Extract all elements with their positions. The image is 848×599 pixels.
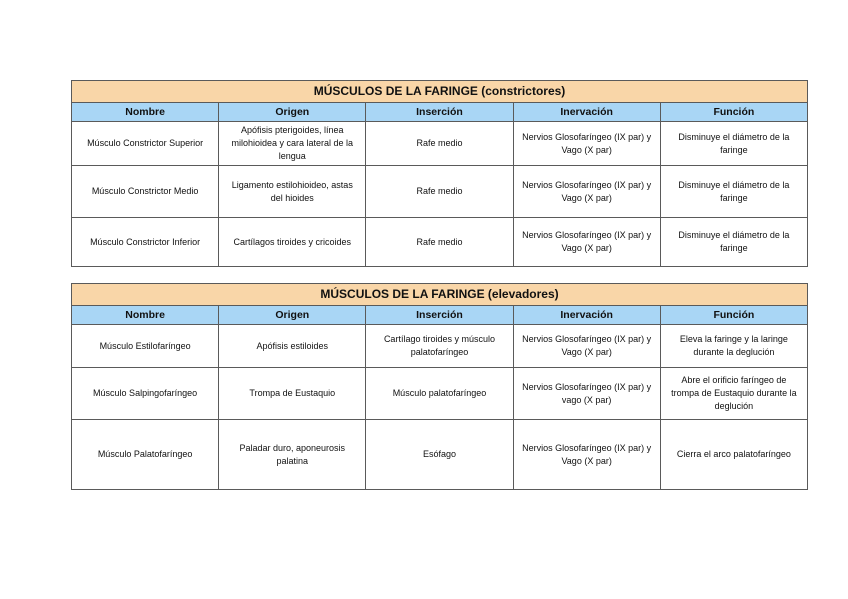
cell-insercion: Rafe medio bbox=[366, 166, 513, 218]
cell-insercion: Músculo palatofaríngeo bbox=[366, 368, 513, 420]
header-funcion: Función bbox=[660, 103, 807, 122]
cell-nombre: Músculo Constrictor Superior bbox=[72, 122, 219, 166]
cell-origen: Ligamento estilohioideo, astas del hioides bbox=[219, 166, 366, 218]
table-title-row bbox=[72, 284, 808, 306]
table-row bbox=[72, 368, 808, 420]
header-row bbox=[72, 306, 808, 325]
table-title: MÚSCULOS DE LA FARINGE (elevadores) bbox=[72, 284, 808, 306]
cell-insercion: Esófago bbox=[366, 420, 513, 490]
header-origen: Origen bbox=[219, 306, 366, 325]
cell-inervacion: Nervios Glosofaríngeo (IX par) y Vago (X par) bbox=[513, 122, 660, 166]
cell-inervacion: Nervios Glosofaríngeo (IX par) y Vago (X par) bbox=[513, 325, 660, 368]
table-title-row bbox=[72, 81, 808, 103]
header-insercion: Inserción bbox=[366, 103, 513, 122]
cell-origen: Trompa de Eustaquio bbox=[219, 368, 366, 420]
header-inervacion: Inervación bbox=[513, 306, 660, 325]
table-title: MÚSCULOS DE LA FARINGE (constrictores) bbox=[72, 81, 808, 103]
cell-origen: Cartílagos tiroides y cricoides bbox=[219, 218, 366, 267]
cell-insercion: Cartílago tiroides y músculo palatofaríngeo bbox=[366, 325, 513, 368]
header-row bbox=[72, 103, 808, 122]
cell-insercion: Rafe medio bbox=[366, 122, 513, 166]
cell-nombre: Músculo Constrictor Medio bbox=[72, 166, 219, 218]
cell-nombre: Músculo Palatofaríngeo bbox=[72, 420, 219, 490]
cell-funcion: Abre el orificio faríngeo de trompa de Eustaquio durante la deglución bbox=[660, 368, 807, 420]
cell-inervacion: Nervios Glosofaríngeo (IX par) y vago (X par) bbox=[513, 368, 660, 420]
header-origen: Origen bbox=[219, 103, 366, 122]
cell-inervacion: Nervios Glosofaríngeo (IX par) y Vago (X par) bbox=[513, 420, 660, 490]
cell-inervacion: Nervios Glosofaríngeo (IX par) y Vago (X par) bbox=[513, 218, 660, 267]
cell-insercion: Rafe medio bbox=[366, 218, 513, 267]
cell-nombre: Músculo Estilofaríngeo bbox=[72, 325, 219, 368]
cell-funcion: Disminuye el diámetro de la faringe bbox=[660, 218, 807, 267]
table-row bbox=[72, 325, 808, 368]
elevators-table bbox=[71, 283, 808, 490]
header-nombre: Nombre bbox=[72, 103, 219, 122]
header-insercion: Inserción bbox=[366, 306, 513, 325]
cell-origen: Paladar duro, aponeurosis palatina bbox=[219, 420, 366, 490]
table-row bbox=[72, 420, 808, 490]
cell-funcion: Cierra el arco palatofaríngeo bbox=[660, 420, 807, 490]
table-row bbox=[72, 218, 808, 267]
cell-origen: Apófisis pterigoides, línea milohioidea y cara lateral de la lengua bbox=[219, 122, 366, 166]
cell-nombre: Músculo Salpingofaríngeo bbox=[72, 368, 219, 420]
header-nombre: Nombre bbox=[72, 306, 219, 325]
header-funcion: Función bbox=[660, 306, 807, 325]
cell-inervacion: Nervios Glosofaríngeo (IX par) y Vago (X par) bbox=[513, 166, 660, 218]
header-inervacion: Inervación bbox=[513, 103, 660, 122]
cell-nombre: Músculo Constrictor Inferior bbox=[72, 218, 219, 267]
table-row bbox=[72, 166, 808, 218]
cell-funcion: Disminuye el diámetro de la faringe bbox=[660, 166, 807, 218]
constrictors-table bbox=[71, 80, 808, 267]
table-row bbox=[72, 122, 808, 166]
cell-funcion: Eleva la faringe y la laringe durante la deglución bbox=[660, 325, 807, 368]
cell-funcion: Disminuye el diámetro de la faringe bbox=[660, 122, 807, 166]
cell-origen: Apófisis estiloides bbox=[219, 325, 366, 368]
